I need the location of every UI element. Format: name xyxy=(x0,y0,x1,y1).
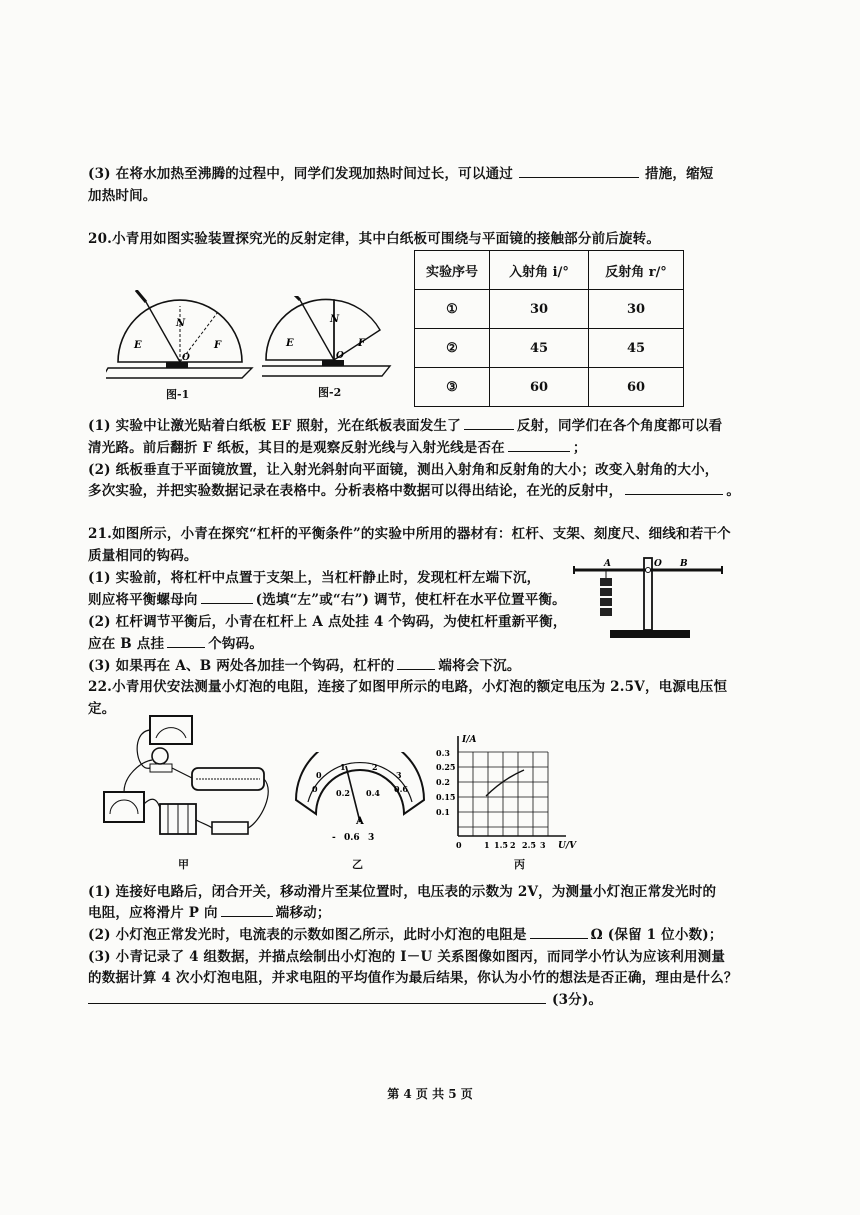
y-tick: 0.2 xyxy=(436,777,450,787)
table-row xyxy=(415,329,684,368)
text: 端将会下沉。 xyxy=(438,658,521,674)
q22-p3-line2: 的数据计算 4 次小灯泡电阻，并求电阻的平均值作为最后结果，你认为小竹的想法是否正确，理由是什么？ xyxy=(88,970,738,986)
table-cell: ② xyxy=(415,329,490,368)
q21-p1-line2 xyxy=(88,588,566,608)
label-F: F xyxy=(358,338,366,349)
q22-stem-1: 22.小青用伏安法测量小灯泡的电阻，连接了如图甲所示的电路，小灯泡的额定电压为 2.5V，电源电压恒 xyxy=(88,679,728,695)
label-E: E xyxy=(286,338,294,349)
q22-stem-2: 定。 xyxy=(88,701,116,717)
q19-text-b: 措施，缩短 xyxy=(644,166,714,182)
scale-tick: 0 xyxy=(312,784,318,794)
text: Ω (保留 1 位小数)； xyxy=(590,927,723,943)
x-tick: 2 xyxy=(510,840,516,850)
scale-tick: 2 xyxy=(372,762,378,772)
q22-cap-bing: 丙 xyxy=(514,858,525,871)
text: 清光路。前后翻折 F 纸板，其目的是观察反射光线与入射光线是否在 xyxy=(88,440,505,456)
q21-p2-line2 xyxy=(88,632,263,652)
q22-blank-1[interactable] xyxy=(221,904,273,917)
scale-tick: 0 xyxy=(316,770,322,780)
q21-p2-line1: (2) 杠杆调节平衡后，小青在杠杆上 A 点处挂 4 个钩码，为使杠杆重新平衡， xyxy=(88,614,567,630)
q20-p2-line2 xyxy=(88,479,740,499)
q21-lever-figure xyxy=(570,552,730,644)
voltmeter-icon xyxy=(150,716,192,744)
ammeter-letter: A xyxy=(356,816,364,827)
text: 电阻，应将滑片 P 向 xyxy=(88,905,218,921)
y-tick: 0.1 xyxy=(436,807,450,817)
table-cell: 60 xyxy=(490,368,589,407)
label-O: O xyxy=(182,353,190,363)
scale-tick: 3 xyxy=(396,770,402,780)
scale-tick: 1 xyxy=(340,762,346,772)
text: (3) 如果再在 A、B 两处各加挂一个钩码，杠杆的 xyxy=(88,658,395,674)
q20-blank-3[interactable] xyxy=(625,482,723,495)
q20-fig1-caption: 图-1 xyxy=(166,388,190,401)
q22-p1-line1: (1) 连接好电路后，闭合开关，移动滑片至某位置时，电压表的示数为 2V，为测量小灯泡正常发光时的 xyxy=(88,884,717,900)
scale-tick: 0.2 xyxy=(336,788,350,798)
text: (2) 小灯泡正常发光时，电流表的示数如图乙所示，此时小灯泡的电阻是 xyxy=(88,927,527,943)
header-reflection: 反射角 r/° xyxy=(589,251,684,290)
scale-tick: 0.4 xyxy=(366,788,380,798)
q20-data-table xyxy=(414,250,684,407)
q21-stem-1: 21.如图所示，小青在探究“杠杆的平衡条件”的实验中所用的器材有：杠杆、支架、刻度尺、细线和若干个 xyxy=(88,526,731,542)
table-row xyxy=(415,368,684,407)
q21-blank-3[interactable] xyxy=(397,657,435,670)
q22-iu-graph xyxy=(430,732,590,850)
q22-cap-jia: 甲 xyxy=(178,858,189,871)
x-tick: 1.5 xyxy=(494,840,508,850)
q20-blank-2[interactable] xyxy=(508,439,570,452)
bulb-icon xyxy=(152,748,168,764)
q22-blank-3[interactable] xyxy=(88,991,546,1004)
switch-icon xyxy=(212,822,248,834)
text: 端移动； xyxy=(275,905,331,921)
q22-p3-line3 xyxy=(88,988,602,1008)
label-N: N xyxy=(330,314,340,325)
table-cell: ③ xyxy=(415,368,490,407)
q21-blank-1[interactable] xyxy=(201,591,253,604)
page-footer: 第 4 页 共 5 页 xyxy=(387,1087,473,1101)
text: 。 xyxy=(726,483,741,499)
text: (3分)。 xyxy=(552,992,603,1008)
q21-stem-2: 质量相同的钩码。 xyxy=(88,548,198,564)
q22-blank-2[interactable] xyxy=(530,926,588,939)
x-tick: 0 xyxy=(456,840,462,850)
y-axis-label: I/A xyxy=(462,735,477,745)
x-tick: 1 xyxy=(484,840,490,850)
q19-line1 xyxy=(88,162,713,182)
q22-p3-line1: (3) 小青记录了 4 组数据，并描点绘制出小灯泡的 I－U 关系图像如图丙，而同学小竹认为应该利用测量 xyxy=(88,949,726,965)
text: 则应将平衡螺母向 xyxy=(88,592,198,608)
text: 个钩码。 xyxy=(208,636,264,652)
y-tick: 0.3 xyxy=(436,748,450,758)
q21-p1-line1: (1) 实验前，将杠杆中点置于支架上，当杠杆静止时，发现杠杆左端下沉， xyxy=(88,570,541,586)
label-N: N xyxy=(176,318,186,329)
terminal-label: 0.6 xyxy=(344,833,360,843)
table-cell: 45 xyxy=(490,329,589,368)
terminal-label: 3 xyxy=(368,833,375,843)
q20-stem: 20.小青用如图实验装置探究光的反射定律，其中白纸板可围绕与平面镜的接触部分前后旋转。 xyxy=(88,231,661,247)
ammeter-icon xyxy=(104,792,144,822)
label-A: A xyxy=(604,559,611,569)
text: ； xyxy=(572,440,587,456)
q22-p1-line2 xyxy=(88,901,331,921)
text: (1) 实验中让激光贴着白纸板 EF 照射，光在纸板表面发生了 xyxy=(88,418,461,434)
q20-figure-2 xyxy=(262,296,392,384)
x-tick: 3 xyxy=(540,840,546,850)
table-cell: ① xyxy=(415,290,490,329)
y-tick: 0.25 xyxy=(436,762,456,772)
label-F: F xyxy=(214,340,222,351)
label-B: B xyxy=(680,559,688,569)
y-tick: 0.15 xyxy=(436,792,456,802)
q22-ammeter-figure xyxy=(290,752,430,848)
header-incidence: 入射角 i/° xyxy=(490,251,589,290)
text: 应在 B 点挂 xyxy=(88,636,165,652)
table-cell: 30 xyxy=(490,290,589,329)
table-cell: 30 xyxy=(589,290,684,329)
table-header-row xyxy=(415,251,684,290)
x-tick: 2.5 xyxy=(522,840,536,850)
q19-blank[interactable] xyxy=(519,165,639,178)
table-row xyxy=(415,290,684,329)
table-cell: 45 xyxy=(589,329,684,368)
q20-blank-1[interactable] xyxy=(464,417,514,430)
q20-p1-line2 xyxy=(88,436,587,456)
q22-cap-yi: 乙 xyxy=(352,858,363,871)
q21-blank-2[interactable] xyxy=(167,635,205,648)
q20-figure-1 xyxy=(106,290,256,385)
text: 多次实验，并把实验数据记录在表格中。分析表格中数据可以得出结论，在光的反射中， xyxy=(88,483,623,499)
label-O: O xyxy=(336,351,344,361)
q20-p2-line1: (2) 纸板垂直于平面镜放置，让入射光斜射向平面镜，测出入射角和反射角的大小；改变入射角的大小， xyxy=(88,462,719,478)
q19-line2: 加热时间。 xyxy=(88,188,157,204)
text: 反射，同学们在各个角度都可以看 xyxy=(516,418,723,434)
q22-circuit-figure xyxy=(100,712,280,847)
q19-text-a: (3) 在将水加热至沸腾的过程中，同学们发现加热时间过长，可以通过 xyxy=(88,166,513,182)
q20-p1-line1 xyxy=(88,414,722,434)
label-E: E xyxy=(134,340,142,351)
x-axis-label: U/V xyxy=(558,841,577,850)
table-cell: 60 xyxy=(589,368,684,407)
terminal-label: - xyxy=(332,833,336,843)
q22-p2-line xyxy=(88,923,723,943)
q20-fig2-caption: 图-2 xyxy=(318,386,342,399)
text: (选填“左”或“右”) 调节，使杠杆在水平位置平衡。 xyxy=(255,592,566,608)
scale-tick: 0.6 xyxy=(394,784,408,794)
q21-p3-line xyxy=(88,654,521,674)
header-trial: 实验序号 xyxy=(415,251,490,290)
label-O: O xyxy=(654,559,662,569)
